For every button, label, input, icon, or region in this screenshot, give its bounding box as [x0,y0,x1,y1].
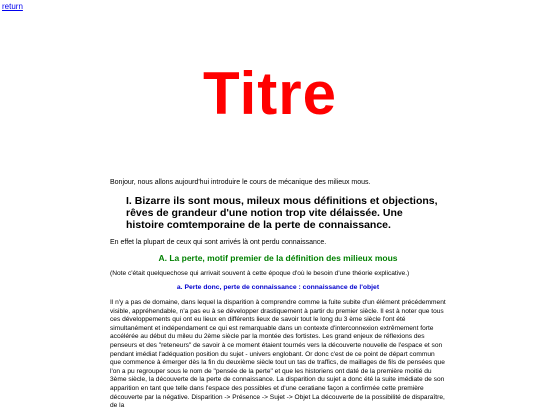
subsection-note: (Note c'était quelquechose qui arrivait souvent à cette époque d'où le besoin d'une théorie explicative.) [110,270,410,277]
section1-paragraph: En effet la plupart de ceux qui sont arrivés là ont perdu connaissance. [110,239,327,246]
return-link[interactable]: return [2,2,23,11]
subsection-heading-a: A. La perte, motif premier de la définition des milieux mous [158,253,398,263]
body-paragraph: Il n'y a pas de domaine, dans lequel la disparition à comprendre comme la fuite subite d'un élément précédemment visible, appréhendable, n'a pas eu à se développer drastiquement à partir du premier siècle. Il est à noter que tous ces développements qui ont eu lieux en différents lieux de savoir tout le long du 3 ème siècle l'ont été simultanément et indépendament ce qui est remarquable dans un contexte d'interconnexion extrêmement forte accélérée au début du mileu du 2ème siècle par la montée des fortistes. Les grand enjeux de réflexions des penseurs et des "reteneurs" de savoir à ce moment étaient tournés vers la découverte nouvelle de l'espace et son pendant imédiat l'adéquation position du sujet - univers englobant. Or donc c'est de ce point de départ commun que commence à émerger dès la fin du deuxième siècle tout un tas de traffics, de maillages de fils de pensées que l'on a pu regrouper sous le nom de "pensée de la perte" et que les historiens ont daté de la première moitié du 3ème siècle, la découverte de la perte de connaissance. La disparition du sujet a donc été la suite imédiate de son apparition en tant que telle dans l'espace des possibles et d'une ceratiane façon a confirmée cette première découverte par la négative. Disparition -> Présence -> Sujet -> Objet La découverte de la possibilité de disparaître, de la [110,299,446,410]
section-heading-1: I. Bizarre ils sont mous, mileux mous définitions et objections, rêves de grandeur d'une notion trop vite délaissée. Une histoire comtemporaine de la perte de connaissance. [126,195,438,231]
subsubsection-heading-a: a. Perte donc, perte de connaissance : connaissance de l'objet [176,284,380,291]
page-title: Titre [203,60,337,127]
document-body [110,178,446,411]
intro-paragraph: Bonjour, nous allons aujourd'hui introduire le cours de mécanique des milieux mous. [110,179,371,186]
